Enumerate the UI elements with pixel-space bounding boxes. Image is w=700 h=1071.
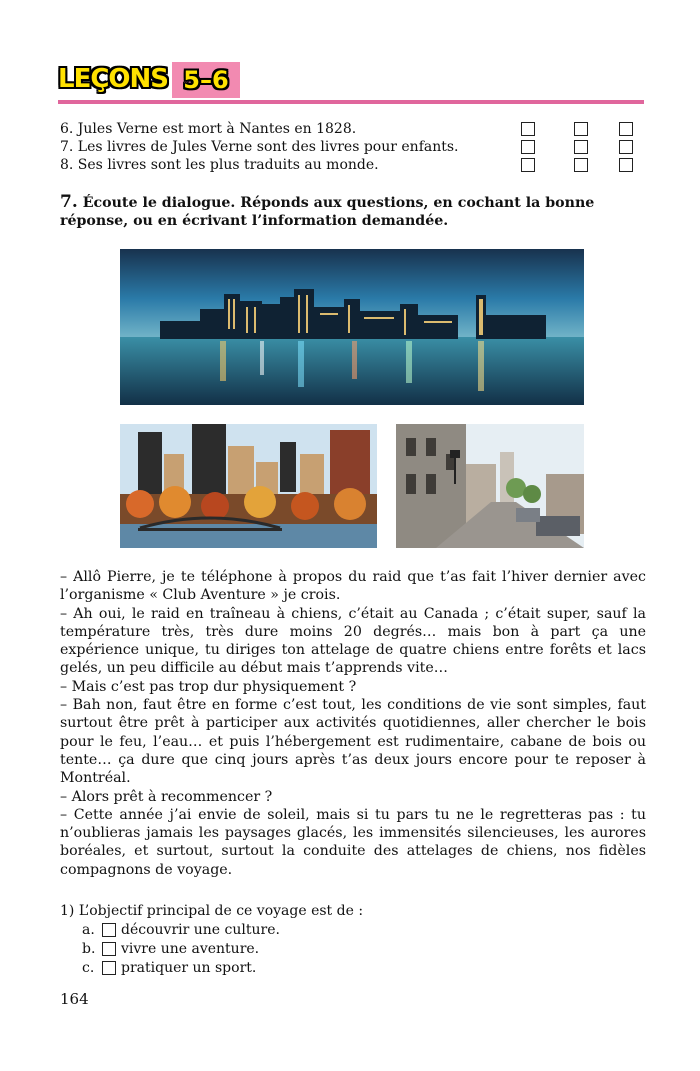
city-autumn-photo <box>120 424 377 548</box>
statement-6-checkbox-on-ne-sait-pas[interactable] <box>619 122 633 136</box>
option-c-checkbox[interactable] <box>102 961 116 975</box>
option-letter: c. <box>82 960 95 976</box>
option-text: pratiquer un sport. <box>121 960 257 976</box>
dialogue-line: – Cette année j’ai envie de soleil, mais si tu pars tu ne le regretteras pas : tu n’oublieras jamais les paysages glacés, les immensités silencieuses, les aurores boréales, et surtout, surtout la conduite des attelages de chiens, nos fidèles compagnons de voyage. <box>60 806 646 878</box>
statement-8: 8. Ses livres sont les plus traduits au monde. <box>60 157 379 173</box>
question-1-option-c[interactable] <box>82 959 256 977</box>
statement-6: 6. Jules Verne est mort à Nantes en 1828. <box>60 121 357 137</box>
statement-7-checkbox-on-ne-sait-pas[interactable] <box>619 140 633 154</box>
lesson-title: LEÇONS <box>58 64 168 94</box>
option-a-checkbox[interactable] <box>102 923 116 937</box>
statement-7-checkbox-vrai[interactable] <box>521 140 535 154</box>
header-divider <box>58 100 644 104</box>
question-1-option-a[interactable] <box>82 921 280 939</box>
statement-8-checkbox-vrai[interactable] <box>521 158 535 172</box>
statement-7: 7. Les livres de Jules Verne sont des livres pour enfants. <box>60 139 459 155</box>
statement-7-checkbox-faux[interactable] <box>574 140 588 154</box>
dialogue-transcript <box>60 568 646 879</box>
option-letter: a. <box>82 922 95 938</box>
task-text: Écoute le dialogue. Réponds aux questions, en cochant la bonne réponse, ou en écrivant l’information demandée. <box>60 195 595 229</box>
option-text: découvrir une culture. <box>121 922 280 938</box>
option-b-checkbox[interactable] <box>102 942 116 956</box>
old-street-photo <box>396 424 584 548</box>
statement-6-checkbox-faux[interactable] <box>574 122 588 136</box>
question-1-option-b[interactable] <box>82 940 259 958</box>
dialogue-line: – Mais c’est pas trop dur physiquement ? <box>60 678 357 695</box>
statement-6-checkbox-vrai[interactable] <box>521 122 535 136</box>
dialogue-line: – Bah non, faut être en forme c’est tout, les conditions de vie sont simples, faut surtout être prêt à participer aux activités quotidiennes, aller chercher le bois pour le feu, l’eau… et puis l’hébergement est rudimentaire, cabane de bois ou tente… ça dure que cinq jours après t’as deux jours encore pour te reposer à Montréal. <box>60 697 646 787</box>
statement-8-checkbox-faux[interactable] <box>574 158 588 172</box>
task-instruction <box>60 193 650 230</box>
question-1: 1) L’objectif principal de ce voyage est de : <box>60 903 364 919</box>
option-text: vivre une aventure. <box>121 941 260 957</box>
task-number: 7. <box>60 192 78 212</box>
dialogue-line: – Ah oui, le raid en traîneau à chiens, c’était au Canada ; c’était super, sauf la température très, très dure moins 20 degrés… mais bon à part ça une expérience unique, tu diriges ton attelage de quatre chiens entre forêts et lacs gelés, un peu difficile au début mais t’apprends vite… <box>60 605 646 677</box>
lesson-number: 5–6 <box>183 66 229 94</box>
montreal-skyline-photo <box>120 249 584 405</box>
option-letter: b. <box>82 941 96 957</box>
dialogue-line: – Allô Pierre, je te téléphone à propos du raid que t’as fait l’hiver dernier avec l’organisme « Club Aventure » je crois. <box>60 569 646 604</box>
page-number: 164 <box>60 990 89 1008</box>
dialogue-line: – Alors prêt à recommencer ? <box>60 788 273 805</box>
statement-8-checkbox-on-ne-sait-pas[interactable] <box>619 158 633 172</box>
lesson-number-badge <box>172 62 240 98</box>
